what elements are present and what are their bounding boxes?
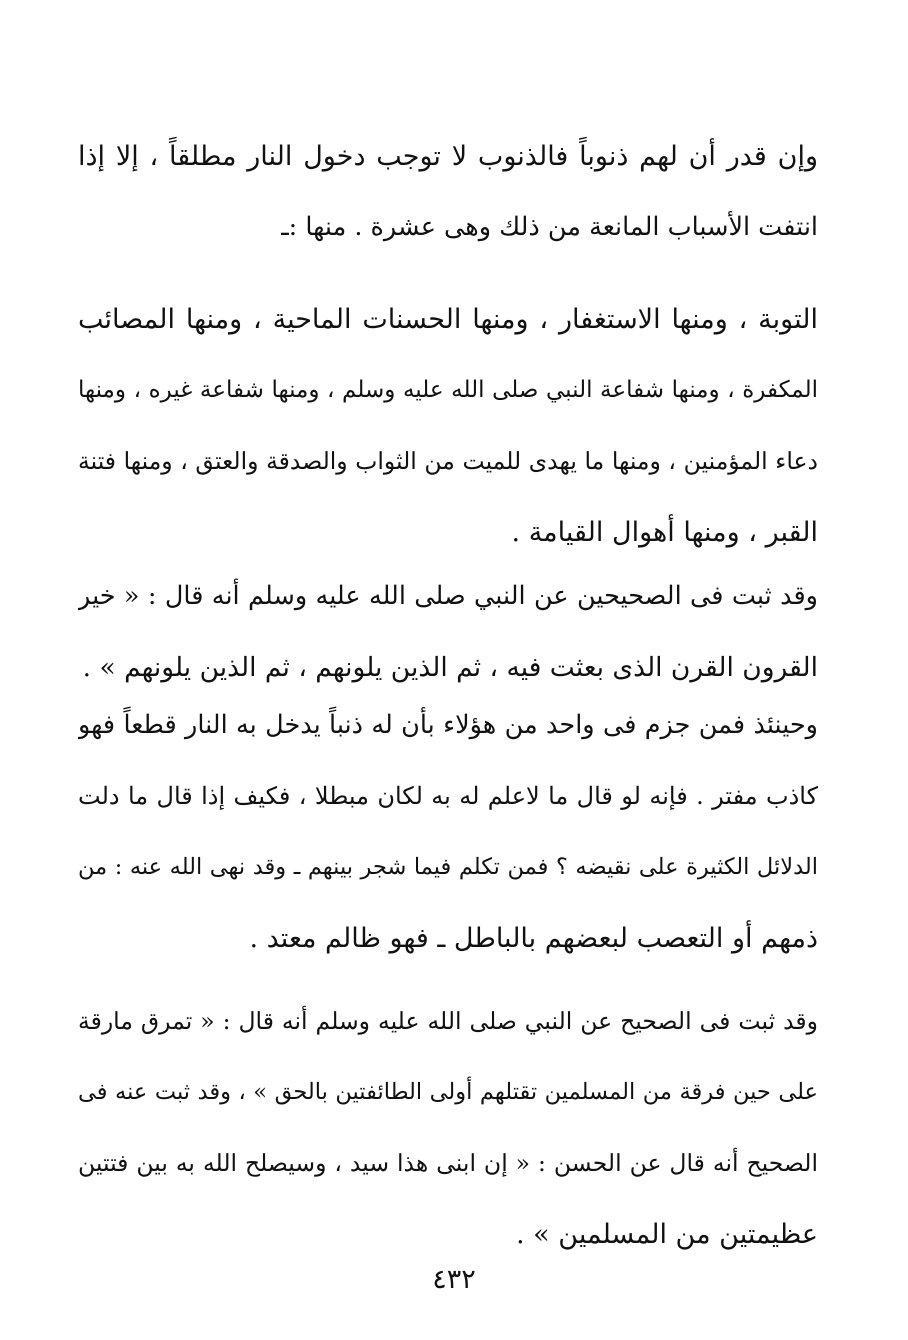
text-line: عظيمتين من المسلمين » . bbox=[516, 1219, 818, 1250]
text-line: القرون القرن الذى بعثت فيه ، ثم الذين يلونهم ، ثم الذين يلونهم » . bbox=[82, 652, 818, 683]
paragraph-4 bbox=[78, 690, 818, 974]
text-line: الصحيح أنه قال عن الحسن : « إن ابنى هذا سيد ، وسيصلح الله به بين فتتين bbox=[78, 1149, 818, 1177]
text-line: القبر ، ومنها أهوال القيامة . bbox=[511, 517, 818, 548]
paragraph-1 bbox=[78, 121, 818, 263]
text-line: دعاء المؤمنين ، ومنها ما يهدى للميت من الثواب والصدقة والعتق ، ومنها فتنة bbox=[78, 447, 818, 475]
text-line: وحينئذ فمن جزم فى واحد من هؤلاء بأن له ذنباً يدخل به النار قطعاً فهو bbox=[78, 710, 818, 740]
text-line: ذمهم أو التعصب لبعضهم بالباطل ـ فهو ظالم معتد . bbox=[249, 923, 818, 954]
text-line: انتفت الأسباب المانعة من ذلك وهى عشرة . منها :ـ bbox=[281, 212, 818, 242]
text-line: وإن قدر أن لهم ذنوباً فالذنوب لا توجب دخول النار مطلقاً ، إلا إذا bbox=[78, 141, 818, 172]
page-number: ٤٣٢ bbox=[432, 1264, 476, 1295]
paragraph-2 bbox=[78, 284, 818, 568]
text-line: على حين فرقة من المسلمين تقتلهم أولى الطائفتين بالحق » ، وقد ثبت عنه فى bbox=[78, 1079, 818, 1105]
text-line: الدلائل الكثيرة على نقيضه ؟ فمن تكلم فيما شجر بينهم ـ وقد نهى الله عنه : من bbox=[78, 854, 818, 880]
paragraph-5 bbox=[78, 986, 818, 1270]
paragraph-3 bbox=[78, 561, 818, 703]
text-line: التوبة ، ومنها الاستغفار ، ومنها الحسنات الماحية ، ومنها المصائب bbox=[78, 304, 818, 335]
text-line: وقد ثبت فى الصحيح عن النبي صلى الله عليه وسلم أنه قال : « تمرق مارقة bbox=[78, 1007, 818, 1035]
text-line: المكفرة ، ومنها شفاعة النبي صلى الله عليه وسلم ، ومنها شفاعة غيره ، ومنها bbox=[78, 377, 818, 403]
text-line: وقد ثبت فى الصحيحين عن النبي صلى الله عليه وسلم أنه قال : « خير bbox=[78, 581, 818, 611]
text-line: كاذب مفتر . فإنه لو قال ما لاعلم له به لكان مبطلا ، فكيف إذا قال ما دلت bbox=[78, 782, 818, 810]
